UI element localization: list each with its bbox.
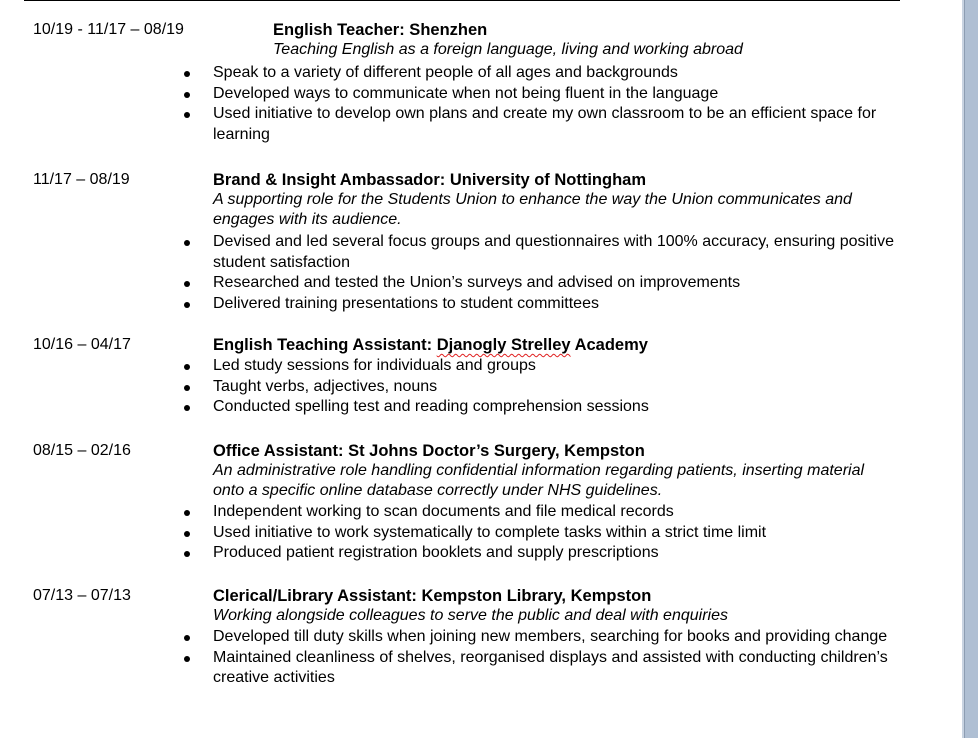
entry-role: Office Assistant: St Johns Doctor’s Surgery, Kempston — [213, 442, 645, 460]
bullet-text: Speak to a variety of different people of all ages and backgrounds — [213, 64, 678, 81]
bullet-icon — [184, 281, 190, 287]
entry-content — [213, 170, 903, 314]
bullet-item — [213, 397, 903, 418]
entry-dates: 11/17 – 08/19 — [33, 171, 130, 188]
entry-description: Working alongside colleagues to serve the public and deal with enquiries — [213, 607, 728, 624]
entry-content — [273, 20, 893, 60]
bullet-item — [213, 104, 903, 145]
top-rule — [24, 0, 900, 1]
bullet-item — [213, 294, 903, 315]
entry-content — [213, 335, 903, 418]
entry-role: Brand & Insight Ambassador: University of Nottingham — [213, 171, 647, 189]
entry-description: Teaching English as a foreign language, living and working abroad — [273, 41, 743, 58]
bullet-item — [213, 648, 903, 689]
bullet-text: Taught verbs, adjectives, nouns — [213, 377, 438, 395]
bullet-text: Conducted spelling test and reading comprehension sessions — [213, 398, 649, 415]
entry-role — [213, 335, 903, 355]
bullet-text: Researched and tested the Union’s surveys and advised on improvements — [213, 274, 741, 291]
bullet-text: Developed ways to communicate when not being fluent in the language — [213, 84, 719, 102]
bullet-item — [213, 356, 903, 377]
bullet-list — [213, 356, 903, 418]
bullet-icon — [184, 92, 190, 98]
bullet-item — [213, 63, 903, 84]
window-edge — [964, 0, 978, 738]
entry-role: Clerical/Library Assistant: Kempston Library, Kempston — [213, 587, 652, 605]
entry-dates: 07/13 – 07/13 — [33, 587, 131, 604]
bullet-item — [213, 627, 903, 648]
entry-role-suffix: Academy — [570, 336, 648, 354]
bullet-list — [213, 502, 903, 564]
entry-bullets-container — [213, 63, 903, 145]
bullet-icon — [184, 385, 190, 391]
entry-dates: 10/19 - 11/17 – 08/19 — [33, 21, 184, 38]
bullet-text: Independent working to scan documents and file medical records — [213, 503, 674, 520]
entry-description: An administrative role handling confidential information regarding patients, inserting material onto a specific online database correctly under NHS guidelines. — [213, 462, 865, 499]
bullet-list — [213, 232, 903, 314]
bullet-list — [213, 63, 903, 145]
bullet-text: Devised and led several focus groups and questionnaires with 100% accuracy, ensuring positive student satisfaction — [213, 233, 894, 271]
bullet-text: Produced patient registration booklets and supply prescriptions — [213, 544, 659, 561]
bullet-icon — [184, 405, 190, 411]
bullet-icon — [184, 240, 190, 246]
entry-role: English Teacher: Shenzhen — [273, 21, 488, 39]
bullet-icon — [184, 531, 190, 537]
bullet-icon — [184, 635, 190, 641]
bullet-icon — [184, 656, 190, 662]
bullet-icon — [184, 302, 190, 308]
bullet-icon — [184, 71, 190, 77]
bullet-item — [213, 377, 903, 398]
bullet-item — [213, 523, 903, 544]
entry-role-flagged: Djanogly Strelley — [436, 336, 571, 354]
bullet-text: Developed till duty skills when joining new members, searching for books and providing change — [213, 628, 888, 645]
bullet-icon — [184, 551, 190, 557]
bullet-item — [213, 543, 903, 564]
entry-description: A supporting role for the Students Union to enhance the way the Union communicates and engages with its audience. — [213, 191, 852, 228]
entry-content — [213, 586, 903, 689]
bullet-text: Delivered training presentations to student committees — [213, 294, 599, 312]
bullet-icon — [184, 510, 190, 516]
entry-content — [213, 441, 903, 564]
bullet-text: Used initiative to develop own plans and create my own classroom to be an efficient space for learning — [213, 105, 877, 143]
bullet-item — [213, 232, 903, 273]
bullet-text: Used initiative to work systematically to complete tasks within a strict time limit — [213, 523, 767, 541]
bullet-text: Maintained cleanliness of shelves, reorganised displays and assisted with conducting children’s creative activities — [213, 648, 888, 686]
entry-dates: 10/16 – 04/17 — [33, 336, 131, 353]
bullet-item — [213, 502, 903, 523]
bullet-text: Led study sessions for individuals and groups — [213, 357, 536, 374]
bullet-item — [213, 84, 903, 105]
entry-role-prefix: English Teaching Assistant: — [213, 336, 437, 354]
bullet-icon — [184, 364, 190, 370]
bullet-icon — [184, 112, 190, 118]
bullet-list — [213, 627, 903, 689]
entry-dates: 08/15 – 02/16 — [33, 442, 131, 459]
bullet-item — [213, 273, 903, 294]
